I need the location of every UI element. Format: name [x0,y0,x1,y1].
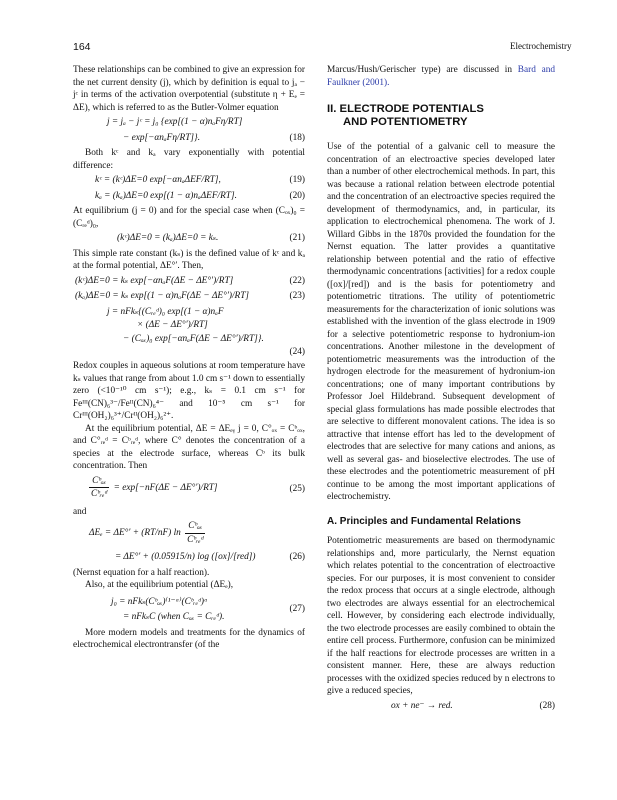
equation-line: kₐ = (kₐ)ΔE=0 exp[(1 − α)nₐΔEF/RT]. [95,190,237,201]
running-title: Electrochemistry [510,41,572,51]
paragraph: Also, at the equilibrium potential (ΔEₑ), [85,580,234,590]
equation-line: ΔEₑ = ΔE°′ + (RT/nF) ln [89,528,181,539]
paragraph: This simple rate constant (kₛ) is the defined value of kᶜ and kₐ at the formal potential, ΔE°′. Then, [73,248,305,271]
equation-24-number-line [73,346,305,358]
paragraph [327,64,555,89]
heading-line: AND POTENTIOMETRY [343,116,468,128]
paragraph: At equilibrium (j = 0) and for the special case when (Cₒₓ)₀ = (Cᵣₑᵈ)₀, [73,206,305,229]
fraction-denominator: Cᵇᵣₑᵈ [187,534,204,545]
equation-line: − (Cₒₓ)₀ exp[−αnₐF(ΔE − ΔE°′)/RT]}. [123,333,264,344]
equation-line: = ΔE°′ + (0.05915/n) log ([ox]/[red]) [115,552,256,562]
equation-number: (27) [289,604,305,614]
equation-line: j = jₐ − jᶜ = j₀ {exp[(1 − α)nₐFη/RT] [107,117,243,127]
paragraph: and [73,506,87,517]
equation-27-cont [73,604,305,624]
fraction [89,475,109,501]
equation-line: − exp[−αnₐFη/RT]}. [123,132,201,143]
equation-line: (kₐ)ΔE=0 = kₛ exp[(1 − α)nₐF(ΔE − ΔE°′)/RT] [75,291,249,301]
subsection-heading: A. Principles and Fundamental Relations [327,515,521,527]
section-heading [327,103,555,129]
equation-line: kᶜ = (kᶜ)ΔE=0 exp[−αnₐΔEF/RT], [95,175,221,185]
left-column [73,64,305,652]
equation-number: (20) [289,190,305,201]
fraction-denominator: Cᵇᵣₑᵈ [91,489,108,499]
equation-18-cont [73,132,305,145]
equation-line: = nFkₛC (when Cₒₓ = Cᵣₑᵈ). [123,612,225,622]
equation-number: (25) [289,483,305,494]
equation-26 [73,520,305,548]
equation-number: (24) [289,347,305,357]
fraction-numerator: Cᵇₒₓ [89,475,109,489]
paragraph-text: Marcus/Hush/Gerischer type) are discussed in [327,65,513,75]
equation-line: × (ΔE − ΔE°′)/RT] [137,320,208,330]
equation-line: ox + ne⁻ → red. [391,700,453,711]
equation-21 [73,232,305,245]
equation-23 [73,290,305,303]
equation-27 [73,596,305,609]
equation-28 [327,700,555,713]
paragraph: Redox couples in aqueous solutions at room temperature have kₛ values that range from about 1.0 cm s⁻¹ down to essentially zero (<10⁻¹⁰ cm s⁻¹); e.g., kₛ = 0.1 cm s⁻¹ for Feᴵᴵᴵ(CN)₆³⁻/Feᴵᴵ(CN)₆⁴⁻ and 10⁻⁵ cm s⁻¹ for Crᴵᴵᴵ(OH₂)₆³⁺/Crᴵᴵ(OH₂)₆²⁺. [73,361,305,421]
equation-22 [73,275,305,288]
paragraph: Potentiometric measurements are based on thermodynamic relationships and, more particularly, the Nernst equation which relates potential to the concentration of electroactive species. For our purposes, it is most convenient to consider the redox process that occurs at a single electrode, although two electrodes are always essential for an electrochemical cell. However, by considering each electrode individually, the two electrode processes are easily combined to obtain the entire cell process. Furthermore, confusion can be minimized if the half reactions for electrode processes are written in a consistent manner. Here, these are always reduction processes with the oxidized species reduced by n electrons to give a reduced species, [327,536,555,696]
paragraph: (Nernst equation for a half reaction). [73,567,210,578]
equation-26-cont [73,551,305,564]
equation-number: (22) [289,275,305,286]
equation-25 [73,475,305,503]
paragraph: More modern models and treatments for the dynamics of electrochemical electrontransfer (of the [73,627,305,650]
equation-20 [73,190,305,203]
equation-18 [73,116,305,129]
equation-line: (kᶜ)ΔE=0 = kₛ exp[−αnₐF(ΔE − ΔE°′)/RT] [75,275,234,286]
equation-line: = exp[−nF(ΔE − ΔE°′)/RT] [113,482,218,493]
right-column [327,64,555,715]
equation-19 [73,174,305,187]
fraction-numerator: Cᵇₒₓ [185,520,205,534]
paragraph: At the equilibrium potential, ΔE = ΔEₑᵧ j = 0, C°ₒₓ = Cᵇₒₓ, and C°ᵣₑᵈ = Cᵇᵣₑᵈ, where C° denotes the concentration of a species at the electrode surface, whereas Cᵇ its bulk concentration. Then [73,423,305,471]
equation-24-cont [73,319,305,332]
paragraph: Use of the potential of a galvanic cell to measure the concentration of an electroactive species developed later than a number of other electrochemical methods. In part, this was because a rational relation between electrode potential and the concentration of an electroactive species required the development of thermodynamics, and, in particular, its application to electrochemical phenomena. The work of J. Willard Gibbs in the 1870s provided the foundation for the Nernst equation. The latter provides a quantitative relationship between potential and the ratio of effective thermodynamic concentrations [activities] for a redox couple ([ox]/[red]) and is the basis for potentiometry and potentiometric titrations. The utility of potentiometric measurements for the characterization of ionic solutions was established with the invention of the glass electrode in 1909 for a selective potentiometric response to hydronium-ion concentrations. Another milestone in the development of potentiometric measurements was the introduction of the hydrogen electrode for the measurement of hydronium-ion concentrations; one of many important contributions by Professor Joel Hildebrand. Subsequent development of special glass formulations has made possible electrodes that are selective to different monovalent cations. The idea is so attractive that intense effort has led to the development of electrodes that are selective for many cations and anions, as well as several gas- and bioselective electrodes. The use of these electrodes and the potentiometric measurement of pH continue to be among the most important applications of electrochemistry. [327,142,555,502]
equation-number: (26) [289,552,305,562]
equation-line: j = nFkₛ{(Cᵣₑᵈ)₀ exp[(1 − α)nₐF [107,306,224,317]
citation-link[interactable]: Bard and Faulkner (2001). [327,65,555,88]
equation-number: (28) [539,700,555,711]
equation-24 [73,306,305,319]
fraction [185,520,205,546]
paragraph: These relationships can be combined to give an expression for the net current density (j), which by definition is equal to jₐ − jᶜ in terms of the activation overpotential (substitute η + Eₑ = ΔE), which is referred to as the Butler-Volmer equation [73,65,305,113]
paragraph: Both kᶜ and kₐ vary exponentially with potential difference: [73,148,305,171]
equation-number: (23) [289,291,305,301]
page-number: 164 [73,41,91,53]
equation-number: (18) [289,132,305,143]
equation-number: (21) [289,233,305,243]
equation-number: (19) [289,175,305,185]
equation-line: j₀ = nFkₛ(Cᵇₒₓ)⁽¹⁻ᵅ⁾(Cᵇᵣₑᵈ)ᵅ [111,596,208,607]
equation-24-cont [73,333,305,346]
equation-line: (kᶜ)ΔE=0 = (kₐ)ΔE=0 = kₛ. [117,233,219,243]
heading-line: II. ELECTRODE POTENTIALS [327,103,484,115]
